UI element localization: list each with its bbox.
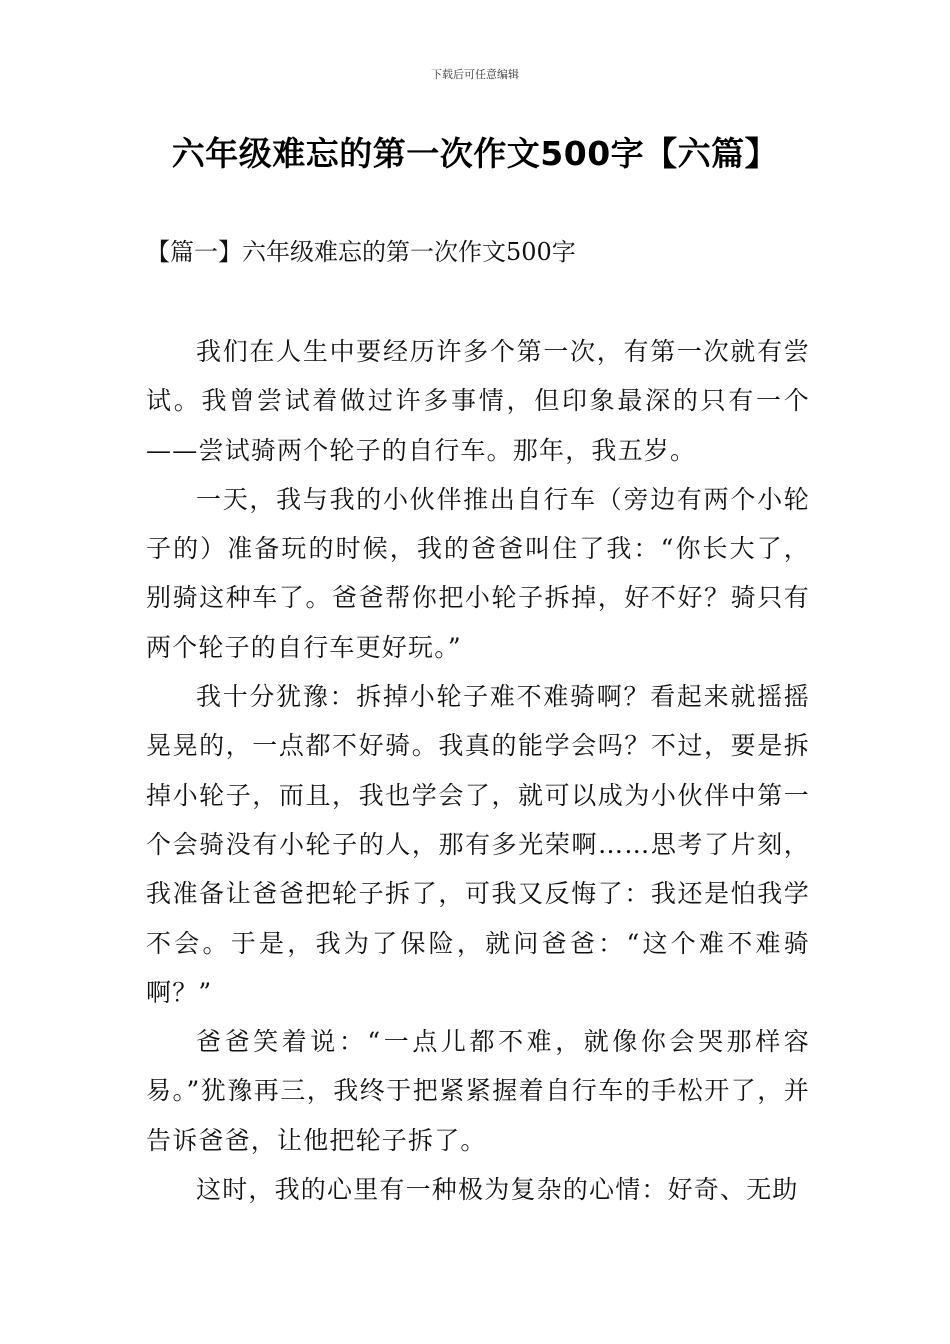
paragraph-1: 我们在人生中要经历许多个第一次，有第一次就有尝试。我曾尝试着做过许多事情，但印象最深的只有一个——尝试骑两个轮子的自行车。那年，我五岁。 — [146, 337, 810, 465]
paragraph-3: 我十分犹豫：拆掉小轮子难不难骑啊？看起来就摇摇晃晃的，一点都不好骑。我真的能学会吗？不过，要是拆掉小轮子，而且，我也学会了，就可以成为小伙伴中第一个会骑没有小轮子的人，那有多光荣啊……思考了片刻，我准备让爸爸把轮子拆了，可我又反悔了：我还是怕我学不会。于是，我为了保险，就问爸爸：“这个难不难骑啊？” — [146, 682, 810, 1007]
paragraph-4: 爸爸笑着说：“一点儿都不难，就像你会哭那样容易。”犹豫再三，我终于把紧紧握着自行车的手松开了，并告诉爸爸，让他把轮子拆了。 — [146, 1027, 810, 1155]
header-note: 下载后可任意编辑 — [431, 68, 519, 81]
document-title: 六年级难忘的第一次作文500字【六篇】 — [171, 134, 779, 173]
paragraph-2: 一天，我与我的小伙伴推出自行车（旁边有两个小轮子的）准备玩的时候，我的爸爸叫住了我：“你长大了，别骑这种车了。爸爸帮你把小轮子拆掉，好不好？骑只有两个轮子的自行车更好玩。” — [146, 484, 810, 662]
paragraph-5: 这时，我的心里有一种极为复杂的心情：好奇、无助 — [196, 1175, 799, 1205]
section-heading: 【篇一】六年级难忘的第一次作文500字 — [146, 238, 576, 266]
article-body — [146, 327, 810, 1214]
